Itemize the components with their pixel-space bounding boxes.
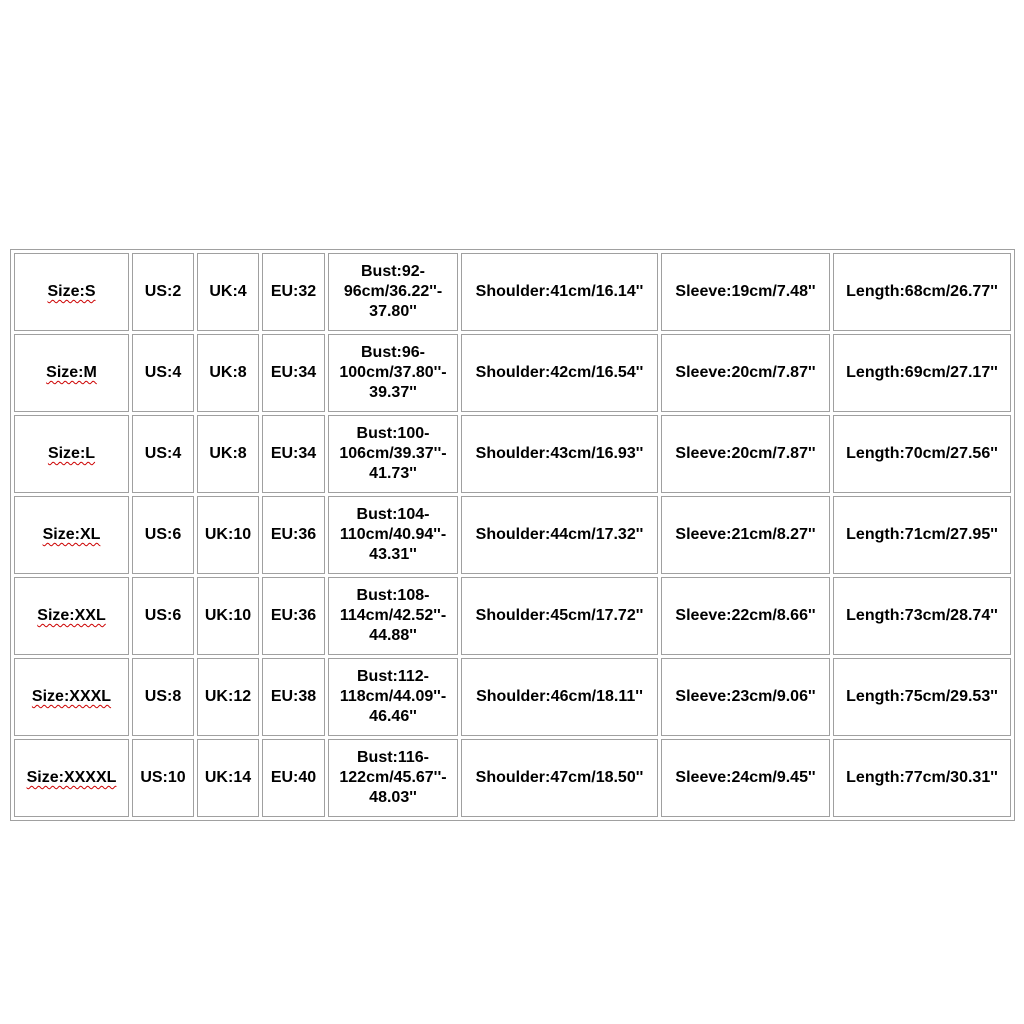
- table-row: [14, 415, 1011, 493]
- size-label: Size:XL: [42, 526, 101, 543]
- table-row: [14, 496, 1011, 574]
- size-cell: [14, 496, 129, 574]
- table-row: [14, 577, 1011, 655]
- shoulder-cell: Shoulder:45cm/17.72'': [461, 577, 658, 655]
- bust-cell: [328, 496, 458, 574]
- length-cell: Length:73cm/28.74'': [833, 577, 1011, 655]
- bust-cell: [328, 253, 458, 331]
- uk-size-cell: UK:14: [197, 739, 259, 817]
- sleeve-cell: Sleeve:22cm/8.66'': [661, 577, 830, 655]
- size-label: Size:XXXXL: [26, 769, 117, 786]
- sleeve-cell: Sleeve:23cm/9.06'': [661, 658, 830, 736]
- size-label: Size:XXL: [37, 607, 106, 624]
- length-cell: Length:70cm/27.56'': [833, 415, 1011, 493]
- bust-cell: [328, 739, 458, 817]
- table-row: [14, 253, 1011, 331]
- us-size-cell: US:6: [132, 496, 194, 574]
- bust-line-2: 100cm/37.80''-: [339, 364, 447, 381]
- length-cell: Length:75cm/29.53'': [833, 658, 1011, 736]
- bust-line-2: 96cm/36.22''-: [343, 283, 443, 300]
- bust-cell: [328, 415, 458, 493]
- length-cell: Length:77cm/30.31'': [833, 739, 1011, 817]
- eu-size-cell: EU:32: [262, 253, 325, 331]
- size-cell: [14, 658, 129, 736]
- size-cell: [14, 415, 129, 493]
- us-size-cell: US:6: [132, 577, 194, 655]
- size-chart-body: [14, 253, 1011, 817]
- bust-cell: [328, 334, 458, 412]
- shoulder-cell: Shoulder:41cm/16.14'': [461, 253, 658, 331]
- bust-line-1: Bust:100-: [356, 425, 430, 442]
- sleeve-cell: Sleeve:24cm/9.45'': [661, 739, 830, 817]
- size-cell: [14, 739, 129, 817]
- bust-line-2: 110cm/40.94''-: [339, 526, 447, 543]
- bust-line-1: Bust:112-: [356, 668, 430, 685]
- us-size-cell: US:2: [132, 253, 194, 331]
- shoulder-cell: Shoulder:43cm/16.93'': [461, 415, 658, 493]
- bust-line-3: 48.03'': [369, 789, 417, 806]
- bust-line-1: Bust:116-: [356, 749, 430, 766]
- shoulder-cell: Shoulder:42cm/16.54'': [461, 334, 658, 412]
- size-label: Size:XXXL: [31, 688, 112, 705]
- bust-line-1: Bust:92-: [360, 263, 425, 280]
- size-label: Size:M: [46, 364, 97, 381]
- sleeve-cell: Sleeve:20cm/7.87'': [661, 334, 830, 412]
- bust-line-2: 114cm/42.52''-: [339, 607, 447, 624]
- us-size-cell: US:4: [132, 415, 194, 493]
- bust-line-3: 44.88'': [369, 627, 417, 644]
- uk-size-cell: UK:8: [197, 415, 259, 493]
- bust-line-1: Bust:108-: [356, 587, 430, 604]
- length-cell: Length:68cm/26.77'': [833, 253, 1011, 331]
- uk-size-cell: UK:10: [197, 577, 259, 655]
- us-size-cell: US:8: [132, 658, 194, 736]
- table-row: [14, 739, 1011, 817]
- eu-size-cell: EU:34: [262, 334, 325, 412]
- bust-cell: [328, 658, 458, 736]
- eu-size-cell: EU:34: [262, 415, 325, 493]
- size-cell: [14, 577, 129, 655]
- shoulder-cell: Shoulder:44cm/17.32'': [461, 496, 658, 574]
- uk-size-cell: UK:8: [197, 334, 259, 412]
- uk-size-cell: UK:12: [197, 658, 259, 736]
- size-label: Size:L: [47, 445, 96, 462]
- bust-line-1: Bust:96-: [360, 344, 425, 361]
- size-label: Size:S: [47, 283, 96, 300]
- bust-line-3: 41.73'': [369, 465, 417, 482]
- bust-cell: [328, 577, 458, 655]
- table-row: [14, 334, 1011, 412]
- bust-line-3: 39.37'': [369, 384, 417, 401]
- eu-size-cell: EU:36: [262, 577, 325, 655]
- eu-size-cell: EU:40: [262, 739, 325, 817]
- sleeve-cell: Sleeve:21cm/8.27'': [661, 496, 830, 574]
- sleeve-cell: Sleeve:19cm/7.48'': [661, 253, 830, 331]
- sleeve-cell: Sleeve:20cm/7.87'': [661, 415, 830, 493]
- size-chart-table: [10, 249, 1015, 821]
- bust-line-2: 122cm/45.67''-: [339, 769, 447, 786]
- bust-line-3: 37.80'': [369, 303, 417, 320]
- shoulder-cell: Shoulder:46cm/18.11'': [461, 658, 658, 736]
- eu-size-cell: EU:36: [262, 496, 325, 574]
- us-size-cell: US:10: [132, 739, 194, 817]
- eu-size-cell: EU:38: [262, 658, 325, 736]
- shoulder-cell: Shoulder:47cm/18.50'': [461, 739, 658, 817]
- uk-size-cell: UK:4: [197, 253, 259, 331]
- us-size-cell: US:4: [132, 334, 194, 412]
- bust-line-1: Bust:104-: [356, 506, 430, 523]
- length-cell: Length:71cm/27.95'': [833, 496, 1011, 574]
- bust-line-3: 46.46'': [369, 708, 417, 725]
- bust-line-2: 118cm/44.09''-: [339, 688, 447, 705]
- size-cell: [14, 334, 129, 412]
- length-cell: Length:69cm/27.17'': [833, 334, 1011, 412]
- bust-line-2: 106cm/39.37''-: [339, 445, 447, 462]
- uk-size-cell: UK:10: [197, 496, 259, 574]
- size-cell: [14, 253, 129, 331]
- table-row: [14, 658, 1011, 736]
- bust-line-3: 43.31'': [369, 546, 417, 563]
